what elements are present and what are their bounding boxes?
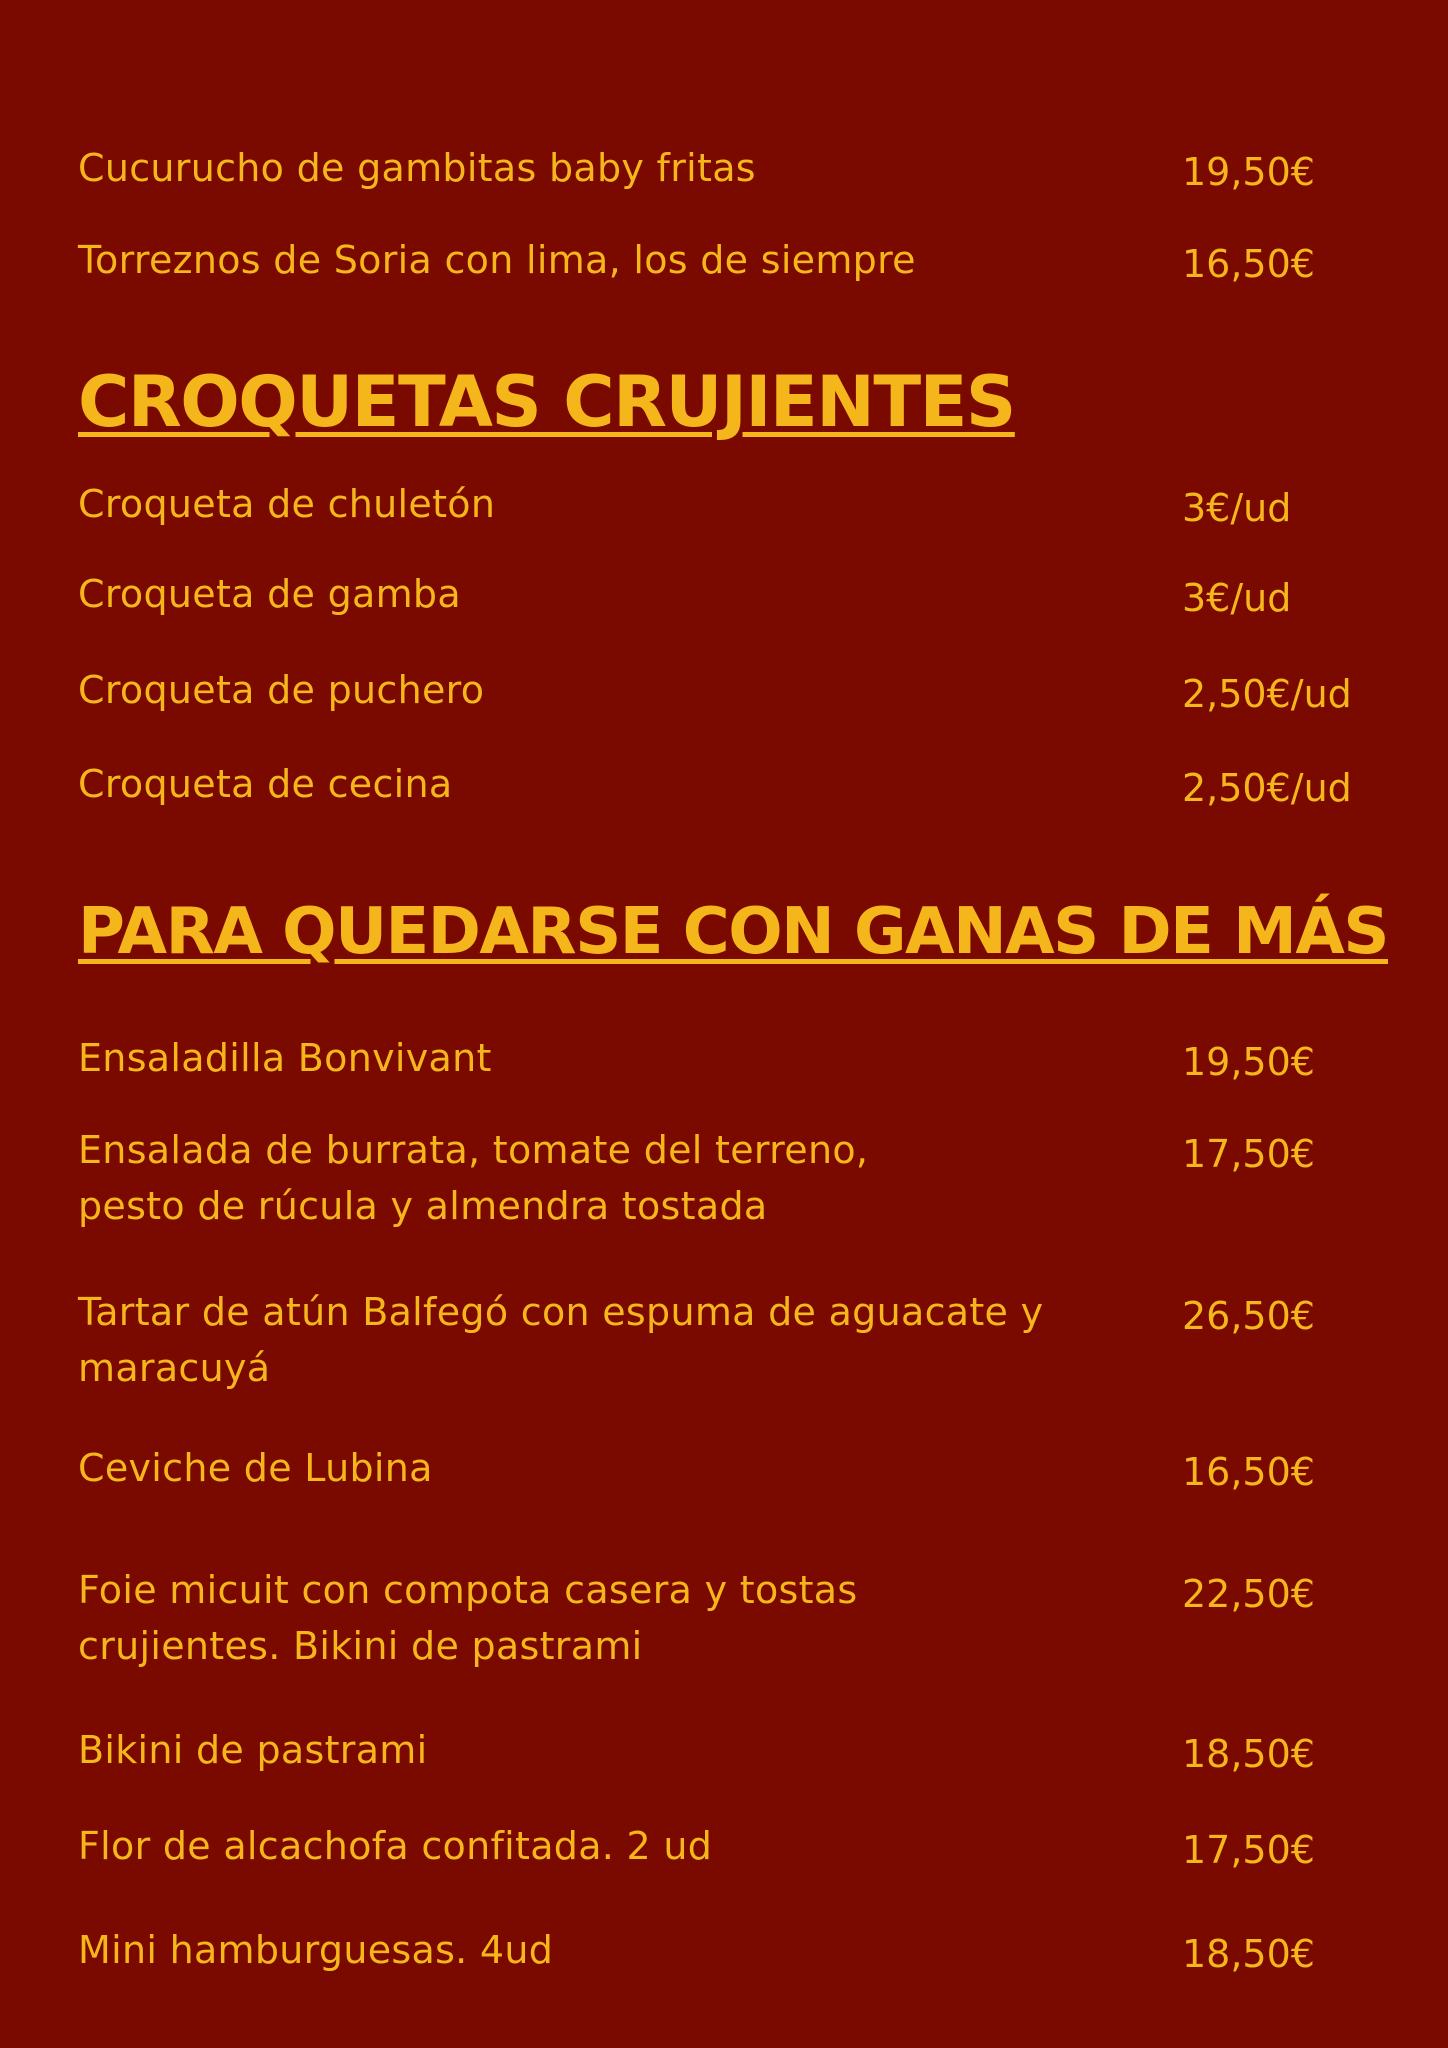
item-price: 2,50€/ud (1182, 766, 1352, 810)
item-price: 19,50€ (1182, 150, 1315, 194)
item-price: 17,50€ (1182, 1132, 1315, 1176)
item-name: Ceviche de Lubina (78, 1446, 433, 1490)
item-name: Foie micuit con compota casera y tostas crujientes. Bikini de pastrami (78, 1568, 858, 1668)
item-price: 16,50€ (1182, 1450, 1315, 1494)
item-name: Ensaladilla Bonvivant (78, 1036, 492, 1080)
item-price: 17,50€ (1182, 1828, 1315, 1872)
item-name: Croqueta de gamba (78, 572, 461, 616)
item-price: 2,50€/ud (1182, 672, 1352, 716)
item-name: Ensalada de burrata, tomate del terreno, pesto de rúcula y almendra tostada (78, 1128, 869, 1228)
item-name: Flor de alcachofa confitada. 2 ud (78, 1824, 713, 1868)
item-price: 3€/ud (1182, 486, 1292, 530)
item-price: 3€/ud (1182, 576, 1292, 620)
section-heading-para-quedarse: PARA QUEDARSE CON GANAS DE MÁS (78, 895, 1388, 969)
item-name: Croqueta de chuletón (78, 482, 496, 526)
item-price: 26,50€ (1182, 1294, 1315, 1338)
item-name: Tartar de atún Balfegó con espuma de aguacate y maracuyá (78, 1290, 1044, 1390)
item-name: Mini hamburguesas. 4ud (78, 1928, 554, 1972)
item-name: Croqueta de puchero (78, 668, 485, 712)
item-price: 18,50€ (1182, 1732, 1315, 1776)
item-price: 16,50€ (1182, 242, 1315, 286)
item-name: Torreznos de Soria con lima, los de siempre (78, 238, 916, 282)
item-price: 19,50€ (1182, 1040, 1315, 1084)
item-name: Bikini de pastrami (78, 1728, 428, 1772)
item-name: Croqueta de cecina (78, 762, 453, 806)
item-price: 22,50€ (1182, 1572, 1315, 1616)
item-name: Cucurucho de gambitas baby fritas (78, 146, 756, 190)
item-price: 18,50€ (1182, 1932, 1315, 1976)
section-heading-croquetas: CROQUETAS CRUJIENTES (78, 361, 1015, 443)
